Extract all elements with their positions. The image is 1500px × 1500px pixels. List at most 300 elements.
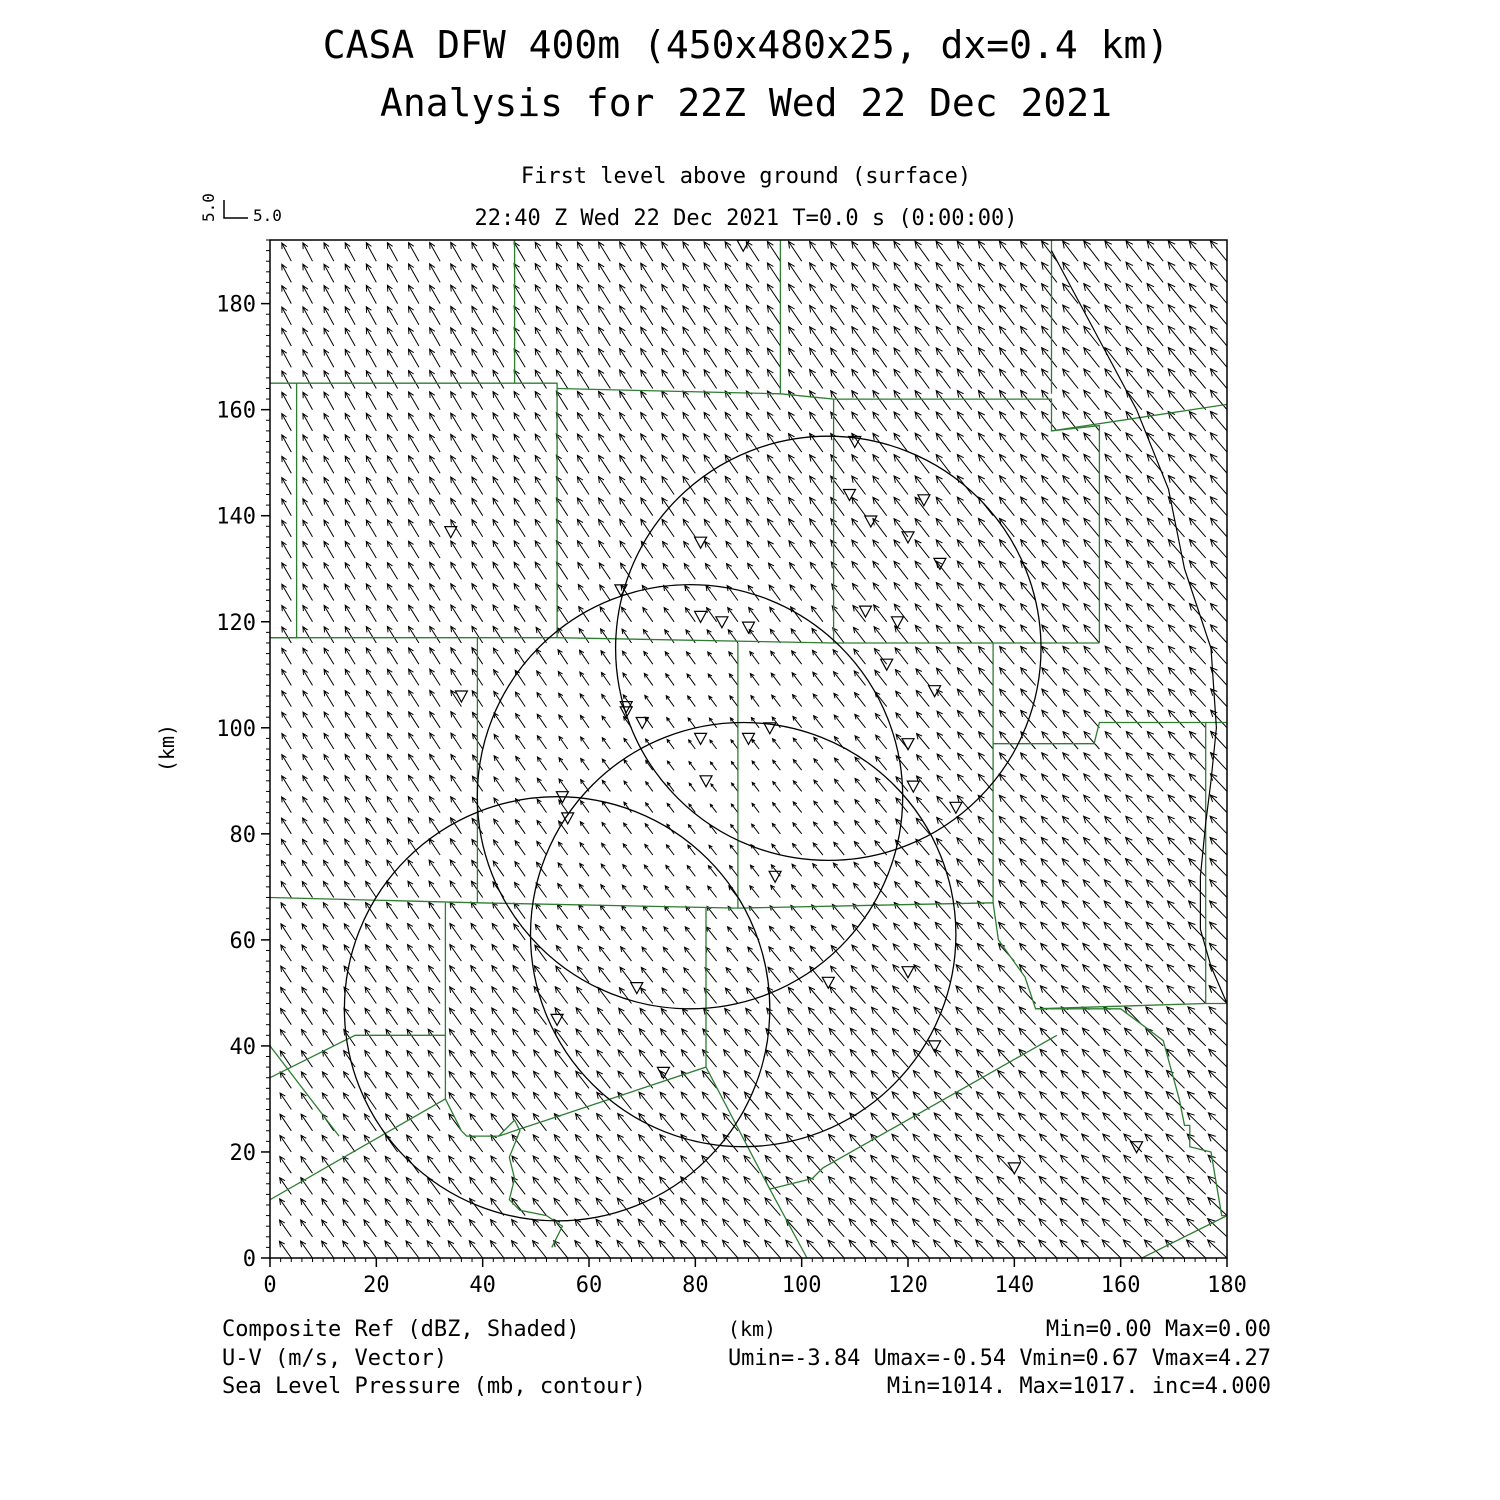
- wind-vector: [852, 412, 866, 431]
- wind-vector: [624, 738, 632, 749]
- wind-vector: [873, 327, 887, 346]
- wind-vector: [767, 455, 780, 473]
- wind-vector: [535, 541, 546, 558]
- wind-vector: [577, 391, 589, 409]
- wind-vector: [430, 328, 441, 346]
- wind-vector: [535, 924, 546, 940]
- wind-vector: [873, 519, 887, 537]
- wind-vector: [725, 348, 738, 367]
- wind-vector: [619, 1008, 632, 1025]
- wind-vector: [303, 839, 313, 855]
- wind-vector: [619, 988, 631, 1004]
- wind-vector: [451, 712, 462, 728]
- wind-vector: [471, 945, 483, 962]
- wind-vector: [408, 818, 419, 834]
- wind-vector: [1084, 454, 1100, 473]
- wind-vector: [261, 670, 270, 686]
- footer-right-line1: Min=0.00 Max=0.00: [1045, 1317, 1271, 1342]
- wind-vector: [451, 285, 462, 304]
- wind-vector: [1126, 732, 1142, 750]
- wind-vector: [324, 797, 334, 813]
- wind-vector: [831, 540, 845, 558]
- wind-vector: [999, 922, 1015, 940]
- wind-vector: [829, 1134, 845, 1152]
- wind-vector: [746, 327, 759, 346]
- wind-vector: [915, 412, 929, 431]
- wind-vector: [366, 243, 376, 262]
- wind-vector: [407, 1008, 419, 1025]
- wind-vector: [409, 307, 419, 325]
- wind-vector: [789, 519, 802, 537]
- wind-vector: [556, 370, 567, 388]
- wind-vector: [597, 1135, 611, 1152]
- wind-vector: [470, 1093, 483, 1110]
- wind-vector: [833, 650, 844, 665]
- wind-vector: [957, 519, 972, 537]
- wind-vector: [514, 349, 525, 367]
- wind-vector: [936, 412, 950, 431]
- wind-vector: [849, 1219, 865, 1237]
- wind-vector: [834, 672, 845, 686]
- wind-vector: [786, 1134, 801, 1152]
- wind-vector: [492, 987, 504, 1004]
- wind-vector: [746, 498, 759, 516]
- wind-vector: [408, 945, 419, 962]
- wind-vector: [1020, 795, 1035, 812]
- wind-vector: [472, 584, 483, 601]
- wind-vector: [789, 412, 802, 431]
- wind-vector: [579, 628, 589, 643]
- wind-vector: [892, 1134, 908, 1152]
- wind-vector: [659, 1219, 674, 1237]
- wind-vector: [999, 901, 1015, 919]
- wind-vector: [581, 801, 590, 813]
- wind-vector: [324, 286, 334, 304]
- wind-vector: [1040, 1049, 1057, 1067]
- wind-vector: [599, 370, 611, 389]
- wind-vector: [793, 802, 802, 813]
- wind-vector: [557, 904, 567, 918]
- wind-vector: [409, 413, 419, 431]
- wind-vector: [828, 1198, 844, 1216]
- wind-vector: [282, 435, 292, 452]
- wind-vector: [514, 328, 525, 346]
- x-tick-label: 20: [363, 1273, 390, 1298]
- wind-vector: [1063, 433, 1078, 452]
- wind-vector: [1084, 582, 1100, 600]
- wind-vector: [387, 648, 397, 664]
- wind-vector: [1019, 1113, 1036, 1131]
- wind-vector: [725, 498, 738, 516]
- wind-vector: [1018, 1240, 1036, 1258]
- wind-vector: [1209, 1092, 1228, 1110]
- wind-vector: [493, 434, 504, 452]
- wind-vector: [1061, 1007, 1078, 1025]
- wind-vector: [261, 520, 270, 537]
- wind-vector: [345, 691, 355, 707]
- wind-vector: [683, 498, 695, 516]
- wind-vector: [303, 733, 313, 749]
- wind-vector: [1042, 326, 1057, 346]
- wind-vector: [638, 1240, 653, 1258]
- wind-vector: [957, 391, 972, 410]
- wind-vector: [978, 880, 993, 898]
- wind-vector: [765, 1240, 781, 1258]
- wind-vector: [682, 1009, 695, 1025]
- wind-vector: [596, 1177, 610, 1194]
- wind-vector: [366, 648, 376, 664]
- wind-vector: [1189, 348, 1205, 368]
- wind-vector: [430, 712, 440, 728]
- wind-vector: [641, 306, 653, 325]
- wind-vector: [601, 885, 611, 898]
- wind-vector: [324, 627, 334, 643]
- wind-vector: [1019, 1092, 1036, 1110]
- wind-vector: [790, 926, 801, 940]
- wind-vector: [472, 285, 483, 304]
- wind-vector: [831, 241, 845, 261]
- wind-vector: [1042, 476, 1057, 495]
- wind-vector: [767, 348, 780, 367]
- wind-vector: [599, 391, 611, 409]
- wind-vector: [1019, 1134, 1036, 1152]
- wind-vector: [451, 626, 462, 643]
- wind-vector: [1063, 710, 1078, 728]
- wind-vector: [577, 327, 589, 346]
- wind-vector: [622, 885, 631, 897]
- wind-vector: [301, 1220, 313, 1237]
- wind-vector: [535, 456, 546, 474]
- wind-vector: [1146, 1007, 1163, 1025]
- station-marker: [716, 617, 728, 628]
- wind-vector: [662, 988, 674, 1004]
- wind-vector: [579, 607, 589, 622]
- wind-vector: [998, 1028, 1014, 1046]
- wind-vector: [580, 715, 589, 727]
- wind-vector: [515, 627, 526, 643]
- wind-vector: [872, 965, 887, 982]
- wind-vector: [302, 860, 312, 876]
- wind-vector: [814, 780, 823, 791]
- wind-vector: [645, 695, 653, 706]
- wind-vector: [1168, 348, 1184, 368]
- wind-vector: [752, 782, 759, 791]
- wind-vector: [873, 241, 887, 261]
- wind-vector: [915, 391, 929, 410]
- wind-vector: [937, 754, 950, 770]
- wind-vector: [915, 540, 929, 558]
- y-tick-label: 100: [216, 716, 256, 742]
- wind-vector: [1210, 347, 1227, 367]
- station-marker: [907, 781, 919, 792]
- wind-vector: [937, 733, 950, 749]
- wind-vector: [766, 1050, 781, 1067]
- wind-vector: [535, 242, 546, 261]
- wind-vector: [472, 605, 483, 622]
- footer-legend: [222, 1317, 1271, 1399]
- wind-vector: [834, 842, 844, 855]
- wind-vector: [1145, 1113, 1163, 1131]
- wind-vector: [1168, 220, 1184, 241]
- wind-vector: [1063, 390, 1078, 409]
- wind-vector: [1103, 1134, 1121, 1152]
- wind-vector: [789, 967, 802, 982]
- wind-vector: [303, 371, 313, 389]
- wind-vector: [830, 987, 844, 1004]
- wind-vector: [1168, 668, 1184, 686]
- wind-vector: [261, 606, 270, 622]
- wind-vector: [554, 1135, 567, 1152]
- wind-vector: [451, 498, 462, 515]
- wind-vector: [1000, 710, 1015, 727]
- wind-vector: [997, 1219, 1014, 1237]
- wind-vector: [491, 1071, 504, 1088]
- wind-vector: [324, 712, 334, 728]
- wind-vector: [576, 1029, 589, 1046]
- wind-vector: [1168, 880, 1185, 898]
- wind-vector: [409, 541, 419, 558]
- wind-vector: [1103, 1028, 1120, 1046]
- wind-vector: [429, 902, 440, 918]
- wind-vector: [556, 455, 567, 473]
- wind-vector: [451, 242, 462, 261]
- wind-vector: [999, 838, 1014, 855]
- wind-vector: [282, 478, 292, 495]
- wind-vector: [709, 696, 717, 707]
- wind-vector: [282, 328, 292, 346]
- wind-vector: [894, 369, 908, 388]
- wind-vector: [789, 263, 802, 283]
- wind-vector: [1166, 1134, 1184, 1152]
- wind-vector: [1147, 476, 1163, 495]
- wind-vector: [998, 1113, 1015, 1131]
- wind-vector: [260, 797, 270, 813]
- wind-vector: [1126, 540, 1142, 559]
- wind-vector: [682, 1029, 696, 1046]
- wind-vector: [406, 1199, 419, 1216]
- wind-vector: [957, 412, 972, 431]
- wind-vector: [1168, 604, 1184, 622]
- wind-vector: [812, 628, 823, 643]
- wind-vector: [1167, 1007, 1185, 1025]
- wind-vector: [1125, 986, 1142, 1004]
- wind-vector: [1000, 646, 1015, 664]
- wind-vector: [1168, 326, 1184, 346]
- wind-vector: [366, 902, 377, 918]
- wind-vector: [282, 307, 292, 325]
- wind-vector: [515, 862, 525, 877]
- wind-vector: [641, 413, 653, 431]
- wind-vector: [978, 476, 993, 495]
- wind-vector: [409, 733, 419, 749]
- wind-vector: [873, 284, 887, 304]
- wind-vector: [512, 1071, 525, 1088]
- wind-vector: [1105, 262, 1121, 282]
- wind-vector: [683, 988, 695, 1003]
- wind-vector: [1125, 922, 1142, 940]
- wind-vector: [430, 541, 441, 558]
- wind-vector: [770, 629, 780, 643]
- wind-vector: [915, 284, 929, 304]
- wind-vector: [957, 241, 972, 261]
- wind-vector: [1042, 390, 1057, 409]
- wind-vector: [767, 498, 780, 516]
- wind-vector: [282, 627, 292, 643]
- wind-vector: [854, 862, 866, 876]
- wind-vector: [957, 348, 972, 368]
- wind-vector: [558, 842, 567, 855]
- wind-vector: [1104, 965, 1121, 983]
- wind-vector: [752, 824, 760, 834]
- wind-vector: [703, 1050, 717, 1067]
- wind-vector: [1063, 348, 1078, 368]
- wind-vector: [1146, 901, 1163, 919]
- wind-vector: [1126, 625, 1142, 643]
- wind-vector: [1145, 1155, 1163, 1173]
- wind-vector: [494, 713, 504, 728]
- wind-vector: [578, 925, 589, 940]
- wind-vector: [749, 607, 759, 621]
- wind-vector: [1082, 1176, 1100, 1194]
- wind-vector: [957, 604, 971, 622]
- wind-vector: [430, 605, 440, 622]
- wind-vector: [513, 966, 525, 983]
- wind-vector: [599, 327, 611, 346]
- wind-vector: [1168, 646, 1184, 664]
- wind-vector: [641, 967, 653, 982]
- wind-vector: [1105, 816, 1121, 834]
- wind-vector: [345, 328, 355, 346]
- wind-vector: [577, 541, 589, 558]
- wind-vector: [494, 819, 504, 834]
- wind-vector: [790, 585, 802, 601]
- wind-vector: [430, 307, 441, 325]
- wind-vector: [750, 886, 759, 898]
- wind-vector: [915, 476, 929, 495]
- wind-vector: [1082, 1028, 1099, 1046]
- wind-vector: [638, 1198, 652, 1216]
- wind-vector: [1189, 283, 1205, 303]
- wind-vector: [912, 1240, 929, 1258]
- wind-vector: [576, 1114, 590, 1131]
- wind-vector: [282, 734, 291, 750]
- wind-vector: [789, 455, 802, 474]
- wind-vector: [577, 306, 589, 325]
- wind-vector: [407, 1050, 419, 1067]
- plot-area: [216, 219, 1247, 1298]
- wind-vector: [1211, 604, 1228, 622]
- wind-vector: [577, 413, 589, 431]
- wind-vector: [873, 924, 887, 940]
- y-axis-title: (km): [155, 723, 179, 773]
- wind-vector: [600, 926, 611, 940]
- wind-vector: [1147, 262, 1163, 282]
- wind-vector: [936, 647, 950, 665]
- wind-vector: [813, 672, 823, 685]
- wind-vector: [512, 1241, 526, 1258]
- wind-vector: [706, 947, 717, 961]
- wind-vector: [428, 1008, 440, 1025]
- wind-vector: [957, 647, 971, 665]
- wind-vector: [556, 519, 567, 537]
- wind-vector: [790, 563, 802, 580]
- wind-vector: [1147, 369, 1163, 389]
- wind-vector: [324, 477, 334, 494]
- wind-vector: [745, 1050, 759, 1067]
- wind-vector: [915, 583, 929, 601]
- wind-vector: [704, 412, 717, 431]
- wind-vector: [937, 775, 951, 791]
- wind-vector: [1042, 284, 1057, 304]
- wind-vector: [1021, 497, 1036, 516]
- wind-vector: [1084, 561, 1100, 579]
- wind-vector: [303, 712, 313, 728]
- wind-vector: [1105, 732, 1121, 749]
- wind-vector: [660, 1092, 674, 1109]
- wind-vector: [684, 541, 696, 558]
- wind-vector: [662, 434, 674, 452]
- wind-vector: [599, 477, 611, 495]
- wind-vector: [645, 717, 653, 728]
- wind-vector: [683, 348, 695, 367]
- wind-vector: [936, 433, 950, 452]
- wind-vector: [622, 651, 631, 664]
- wind-vector: [537, 736, 546, 749]
- wind-vector: [261, 392, 270, 409]
- wind-vector: [451, 328, 462, 346]
- wind-vector: [514, 285, 525, 304]
- wind-vector: [665, 886, 674, 898]
- wind-vector: [662, 242, 674, 261]
- wind-vector: [620, 349, 632, 368]
- wind-vector: [725, 327, 738, 346]
- wind-vector: [1168, 412, 1184, 431]
- wind-vector: [387, 627, 397, 644]
- wind-vector: [343, 1178, 355, 1195]
- wind-vector: [833, 863, 844, 876]
- wind-vector: [302, 903, 312, 919]
- wind-vector: [557, 606, 568, 622]
- wind-vector: [1147, 241, 1163, 261]
- wind-vector: [935, 1049, 951, 1067]
- wind-vector: [345, 243, 355, 261]
- wind-vector: [1063, 582, 1078, 600]
- wind-vector: [1041, 965, 1057, 983]
- wind-vector: [323, 987, 334, 1003]
- wind-vector: [873, 369, 887, 388]
- station-marker: [445, 527, 457, 538]
- wind-vector: [892, 1177, 908, 1195]
- wind-vector: [493, 562, 504, 579]
- wind-vector: [387, 541, 397, 558]
- wind-vector: [534, 987, 547, 1004]
- wind-vector: [894, 391, 908, 410]
- wind-vector: [449, 1135, 462, 1152]
- wind-vector: [450, 923, 462, 940]
- wind-vector: [303, 435, 313, 452]
- wind-vector: [282, 243, 292, 261]
- wind-vector: [387, 285, 397, 303]
- wind-vector: [704, 519, 716, 537]
- wind-vector: [301, 1241, 313, 1258]
- station-marker: [918, 495, 930, 506]
- wind-vector: [913, 1219, 930, 1237]
- wind-vector: [849, 1240, 865, 1258]
- wind-vector: [282, 371, 292, 389]
- wind-vector: [706, 586, 717, 601]
- wind-vector: [471, 966, 483, 983]
- wind-vector: [472, 306, 483, 325]
